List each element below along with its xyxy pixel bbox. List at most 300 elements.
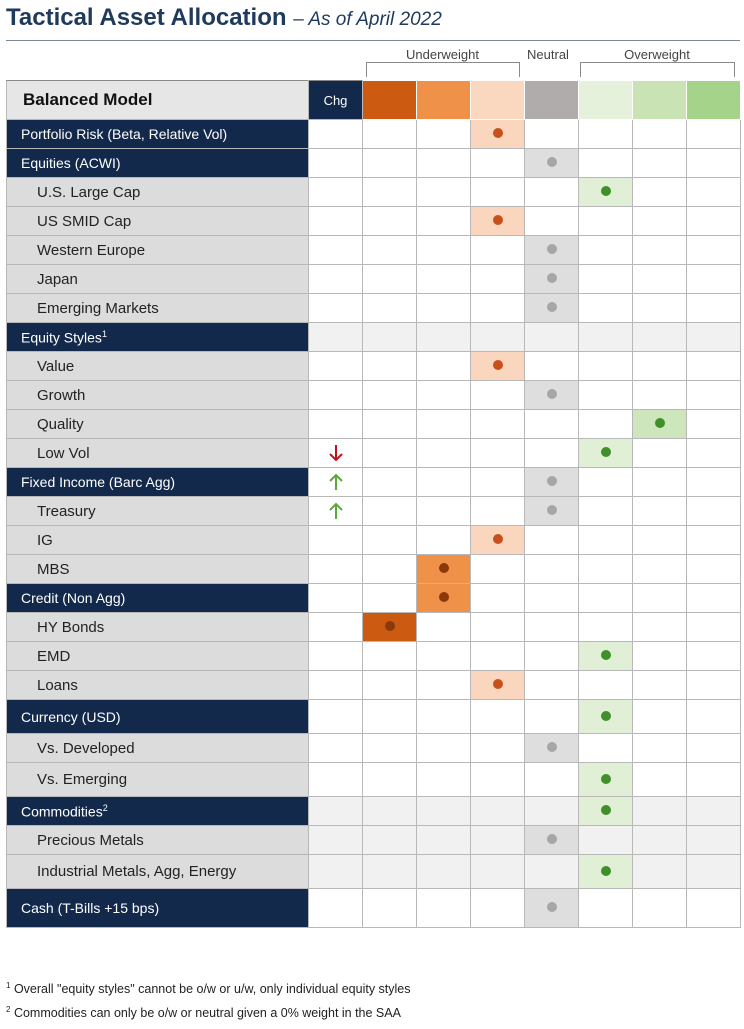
position-cell [417, 468, 471, 497]
position-cell [417, 294, 471, 323]
position-cell [417, 855, 471, 889]
position-cell [579, 584, 633, 613]
position-cell [633, 352, 687, 381]
row-label-text: Fixed Income (Barc Agg) [21, 474, 176, 490]
position-cell [687, 149, 741, 178]
position-cell [525, 352, 579, 381]
asset-row [7, 826, 741, 855]
position-cell [525, 236, 579, 265]
position-cell [417, 178, 471, 207]
chg-cell [309, 178, 363, 207]
position-cell [687, 700, 741, 734]
position-cell [471, 178, 525, 207]
row-label [7, 265, 309, 294]
position-cell [633, 178, 687, 207]
position-cell [417, 642, 471, 671]
arrow-down-icon [328, 443, 344, 463]
asset-row [7, 381, 741, 410]
position-cell [417, 236, 471, 265]
position-cell [525, 410, 579, 439]
position-cell [687, 120, 741, 149]
position-cell [633, 700, 687, 734]
row-label [7, 149, 309, 178]
asset-row [7, 671, 741, 700]
position-cell [471, 265, 525, 294]
position-dot-icon [601, 650, 611, 660]
position-cell [633, 734, 687, 763]
position-cell [471, 468, 525, 497]
row-label [7, 207, 309, 236]
position-cell [363, 613, 417, 642]
chg-cell [309, 555, 363, 584]
position-cell [687, 410, 741, 439]
row-label [7, 439, 309, 468]
neutral-label: Neutral [527, 47, 569, 62]
position-cell [363, 855, 417, 889]
position-cell [633, 855, 687, 889]
position-cell [417, 410, 471, 439]
position-cell [633, 294, 687, 323]
position-cell [417, 526, 471, 555]
position-dot-icon [601, 774, 611, 784]
row-label [7, 700, 309, 734]
position-cell [579, 410, 633, 439]
position-cell [579, 468, 633, 497]
position-dot-icon [493, 215, 503, 225]
footnote-ref: 1 [101, 328, 107, 339]
position-cell [363, 826, 417, 855]
position-cell [687, 294, 741, 323]
chg-cell [309, 352, 363, 381]
position-cell [579, 526, 633, 555]
position-cell [633, 526, 687, 555]
chg-cell [309, 671, 363, 700]
chg-cell [309, 526, 363, 555]
position-cell [363, 178, 417, 207]
position-cell [525, 555, 579, 584]
position-cell [471, 763, 525, 797]
position-cell [417, 584, 471, 613]
chg-cell [309, 700, 363, 734]
position-cell [471, 120, 525, 149]
chg-cell [309, 584, 363, 613]
position-cell [471, 889, 525, 928]
scale-cell [687, 81, 741, 120]
position-cell [579, 613, 633, 642]
position-cell [579, 700, 633, 734]
asset-row [7, 410, 741, 439]
chg-cell [309, 265, 363, 294]
position-cell [633, 120, 687, 149]
chg-cell [309, 855, 363, 889]
row-label [7, 734, 309, 763]
row-label-text: Cash (T-Bills +15 bps) [21, 900, 160, 916]
position-cell [525, 178, 579, 207]
position-cell [633, 763, 687, 797]
asset-row [7, 352, 741, 381]
position-cell [687, 671, 741, 700]
row-label-text: Credit (Non Agg) [21, 590, 126, 606]
position-cell [363, 642, 417, 671]
position-cell [579, 149, 633, 178]
overweight-label: Overweight [624, 47, 690, 62]
position-cell [687, 555, 741, 584]
position-dot-icon [547, 273, 557, 283]
row-label-text: Loans [37, 676, 78, 694]
position-cell [687, 236, 741, 265]
position-cell [471, 671, 525, 700]
position-cell [579, 497, 633, 526]
chg-cell [309, 236, 363, 265]
row-label [7, 555, 309, 584]
position-cell [687, 763, 741, 797]
position-cell [633, 826, 687, 855]
position-cell [687, 797, 741, 826]
position-dot-icon [601, 186, 611, 196]
scale-cell [633, 81, 687, 120]
position-cell [417, 700, 471, 734]
position-cell [525, 700, 579, 734]
chg-cell [309, 497, 363, 526]
row-label-text: Portfolio Risk (Beta, Relative Vol) [21, 126, 228, 142]
row-label [7, 613, 309, 642]
chg-cell [309, 889, 363, 928]
position-cell [579, 352, 633, 381]
chg-cell [309, 613, 363, 642]
overweight-bracket [580, 62, 735, 77]
chg-cell [309, 797, 363, 826]
asset-row [7, 763, 741, 797]
position-cell [633, 323, 687, 352]
position-cell [471, 642, 525, 671]
category-row [7, 584, 741, 613]
row-label [7, 526, 309, 555]
position-cell [633, 265, 687, 294]
position-cell [471, 613, 525, 642]
position-cell [363, 584, 417, 613]
position-cell [633, 889, 687, 928]
position-dot-icon [547, 476, 557, 486]
row-label-text: Growth [37, 386, 86, 404]
position-cell [687, 497, 741, 526]
position-cell [633, 439, 687, 468]
position-cell [579, 734, 633, 763]
asset-row [7, 613, 741, 642]
position-cell [417, 265, 471, 294]
asset-row [7, 178, 741, 207]
position-cell [417, 120, 471, 149]
scale-cell [525, 81, 579, 120]
header-row [7, 81, 741, 120]
position-cell [417, 555, 471, 584]
position-cell [417, 207, 471, 236]
chg-cell [309, 763, 363, 797]
position-cell [633, 555, 687, 584]
chg-cell [309, 642, 363, 671]
position-cell [579, 889, 633, 928]
chg-header: Chg [309, 81, 363, 120]
position-cell [471, 526, 525, 555]
position-cell [579, 855, 633, 889]
row-label-text: Currency (USD) [21, 708, 121, 725]
row-label-text: Vs. Emerging [37, 771, 128, 788]
arrow-up-icon [328, 501, 344, 521]
position-cell [363, 439, 417, 468]
position-cell [471, 236, 525, 265]
position-dot-icon [493, 534, 503, 544]
row-label-text: Quality [37, 415, 84, 433]
position-dot-icon [547, 505, 557, 515]
position-cell [525, 120, 579, 149]
row-label [7, 584, 309, 613]
position-cell [687, 352, 741, 381]
position-cell [471, 584, 525, 613]
position-cell [417, 352, 471, 381]
position-cell [687, 178, 741, 207]
position-cell [525, 526, 579, 555]
row-label-text: EMD [37, 647, 71, 665]
position-dot-icon [547, 742, 557, 752]
arrow-up-icon [328, 472, 344, 492]
row-label-text: MBS [37, 560, 70, 578]
position-cell [417, 613, 471, 642]
position-cell [417, 497, 471, 526]
position-cell [633, 410, 687, 439]
asset-row [7, 642, 741, 671]
position-cell [687, 826, 741, 855]
title-date: – As of April 2022 [293, 9, 442, 30]
position-cell [471, 149, 525, 178]
scale-cell [417, 81, 471, 120]
position-cell [579, 763, 633, 797]
chg-cell [309, 826, 363, 855]
position-cell [417, 381, 471, 410]
allocation-table [6, 80, 741, 928]
position-cell [363, 265, 417, 294]
underweight-label: Underweight [406, 47, 479, 62]
position-cell [363, 410, 417, 439]
asset-row [7, 855, 741, 889]
position-cell [633, 497, 687, 526]
row-label-text: U.S. Large Cap [37, 183, 141, 201]
position-cell [471, 700, 525, 734]
row-label [7, 381, 309, 410]
position-dot-icon [601, 447, 611, 457]
position-cell [525, 855, 579, 889]
position-cell [525, 381, 579, 410]
chg-cell [309, 207, 363, 236]
position-cell [687, 439, 741, 468]
position-cell [363, 468, 417, 497]
row-label-text: Vs. Developed [37, 739, 135, 757]
position-dot-icon [439, 592, 449, 602]
asset-row [7, 265, 741, 294]
row-label [7, 120, 309, 149]
position-cell [471, 410, 525, 439]
position-cell [471, 207, 525, 236]
position-cell [633, 468, 687, 497]
position-cell [579, 178, 633, 207]
position-dot-icon [547, 389, 557, 399]
row-label [7, 352, 309, 381]
position-cell [579, 323, 633, 352]
footnote-ref: 2 [102, 802, 108, 813]
position-cell [363, 700, 417, 734]
position-cell [687, 613, 741, 642]
position-cell [579, 555, 633, 584]
category-row [7, 323, 741, 352]
row-label [7, 294, 309, 323]
position-dot-icon [601, 866, 611, 876]
position-cell [579, 797, 633, 826]
position-cell [579, 642, 633, 671]
position-cell [363, 323, 417, 352]
position-cell [579, 294, 633, 323]
position-cell [525, 294, 579, 323]
chg-cell [309, 120, 363, 149]
row-label-text: Value [37, 357, 75, 375]
position-dot-icon [547, 244, 557, 254]
asset-row [7, 497, 741, 526]
category-row [7, 120, 741, 149]
position-cell [417, 734, 471, 763]
position-cell [363, 120, 417, 149]
position-cell [417, 826, 471, 855]
position-cell [525, 889, 579, 928]
row-label-text: Industrial Metals, Agg, Energy [37, 863, 237, 880]
position-cell [525, 323, 579, 352]
position-dot-icon [493, 128, 503, 138]
position-cell [633, 236, 687, 265]
position-cell [687, 207, 741, 236]
position-cell [525, 642, 579, 671]
position-cell [471, 855, 525, 889]
position-cell [417, 149, 471, 178]
position-cell [363, 352, 417, 381]
title-rule [6, 40, 740, 41]
position-cell [525, 265, 579, 294]
position-cell [579, 120, 633, 149]
asset-row [7, 236, 741, 265]
position-cell [363, 889, 417, 928]
position-cell [633, 642, 687, 671]
position-cell [471, 797, 525, 826]
position-cell [471, 439, 525, 468]
position-cell [525, 763, 579, 797]
position-cell [633, 613, 687, 642]
model-name: Balanced Model [7, 81, 309, 120]
row-label-text: HY Bonds [37, 618, 105, 636]
position-cell [363, 497, 417, 526]
position-cell [417, 889, 471, 928]
asset-row [7, 734, 741, 763]
position-cell [633, 381, 687, 410]
chg-cell [309, 149, 363, 178]
position-cell [525, 734, 579, 763]
position-cell [687, 734, 741, 763]
asset-row [7, 555, 741, 584]
position-dot-icon [493, 360, 503, 370]
position-cell [687, 855, 741, 889]
position-dot-icon [385, 621, 395, 631]
position-cell [579, 381, 633, 410]
position-cell [417, 323, 471, 352]
position-cell [363, 671, 417, 700]
position-cell [633, 671, 687, 700]
asset-row [7, 439, 741, 468]
row-label [7, 323, 309, 352]
position-cell [363, 797, 417, 826]
position-cell [687, 468, 741, 497]
row-label [7, 410, 309, 439]
row-label [7, 178, 309, 207]
position-cell [471, 323, 525, 352]
position-cell [363, 526, 417, 555]
position-cell [471, 294, 525, 323]
position-cell [363, 207, 417, 236]
position-cell [471, 734, 525, 763]
position-cell [687, 526, 741, 555]
footnote-2: $^2$ Commodities can only be o/w or neutral given a 0% weight in the SAA [6, 1005, 401, 1021]
row-label-text: IG [37, 531, 53, 549]
position-cell [363, 734, 417, 763]
position-cell [579, 207, 633, 236]
position-cell [525, 207, 579, 236]
position-cell [471, 381, 525, 410]
row-label-text: US SMID Cap [37, 212, 132, 230]
position-cell [417, 439, 471, 468]
row-label-text: Treasury [37, 502, 96, 520]
asset-row [7, 526, 741, 555]
position-cell [579, 439, 633, 468]
row-label [7, 671, 309, 700]
category-row [7, 797, 741, 826]
category-row [7, 700, 741, 734]
row-label-text: Emerging Markets [37, 299, 159, 317]
position-cell [525, 584, 579, 613]
row-label-text: Equities (ACWI) [21, 155, 121, 171]
position-cell [579, 236, 633, 265]
position-cell [417, 797, 471, 826]
row-label [7, 468, 309, 497]
position-cell [525, 826, 579, 855]
row-label-text: Precious Metals [37, 831, 144, 849]
position-cell [687, 323, 741, 352]
position-dot-icon [547, 157, 557, 167]
position-dot-icon [493, 679, 503, 689]
page-title [6, 4, 442, 32]
position-cell [687, 642, 741, 671]
row-label-text: Equity Styles [21, 329, 102, 346]
position-cell [363, 763, 417, 797]
chg-cell [309, 381, 363, 410]
footnote-1: $^1$ Overall "equity styles" cannot be o/w or u/w, only individual equity styles [6, 981, 411, 997]
position-cell [471, 826, 525, 855]
position-cell [633, 797, 687, 826]
row-label [7, 497, 309, 526]
position-cell [417, 763, 471, 797]
position-dot-icon [547, 302, 557, 312]
scale-cell [579, 81, 633, 120]
row-label [7, 236, 309, 265]
category-row [7, 889, 741, 928]
position-cell [363, 236, 417, 265]
row-label-text: Western Europe [37, 241, 146, 259]
asset-row [7, 294, 741, 323]
position-cell [363, 381, 417, 410]
position-cell [633, 149, 687, 178]
row-label [7, 889, 309, 928]
